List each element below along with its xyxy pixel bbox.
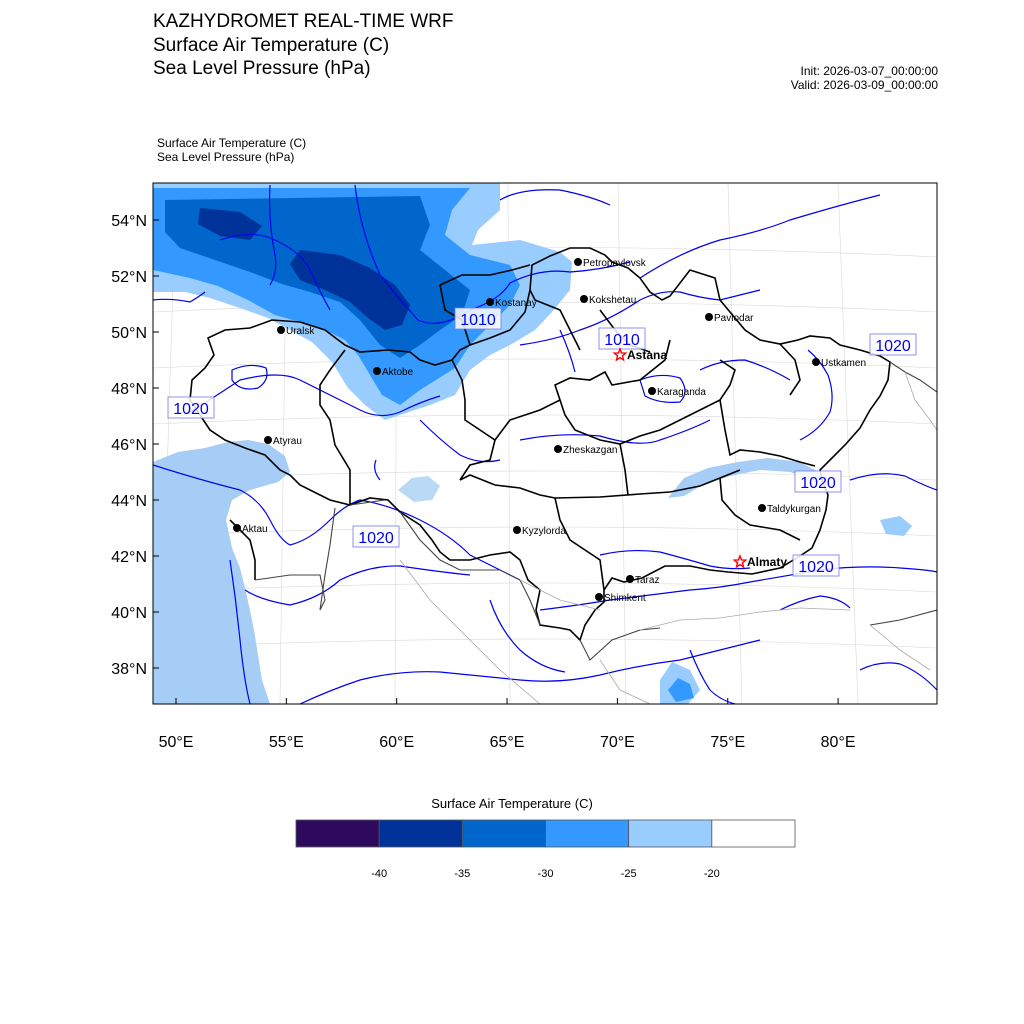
colorbar-swatch <box>296 820 379 847</box>
city-label: Kostanay <box>495 298 537 309</box>
lon-label: 60°E <box>379 734 415 751</box>
isobar-label: 1010 <box>460 312 496 329</box>
main-title: KAZHYDROMET REAL-TIME WRF <box>153 11 454 32</box>
city-label: Taraz <box>635 575 660 586</box>
aral-sea <box>398 476 440 502</box>
colorbar-level-label: -20 <box>703 868 720 880</box>
city-dot-icon <box>574 258 582 266</box>
lon-label: 80°E <box>820 734 856 751</box>
colorbar-level-label: -30 <box>537 868 554 880</box>
capital-star-icon <box>614 349 625 360</box>
lon-label: 65°E <box>489 734 525 751</box>
city-dot-icon <box>648 387 656 395</box>
city-label: Petropavlovsk <box>583 258 646 269</box>
city-dot-icon <box>580 295 588 303</box>
city-label: Uralsk <box>286 326 315 337</box>
map-plot-area <box>153 183 937 704</box>
colorbar-level-label: -40 <box>371 868 388 880</box>
city-dot-icon <box>373 367 381 375</box>
valid-time: Valid: 2026-03-09_00:00:00 <box>790 78 938 92</box>
city-dot-icon <box>626 575 634 583</box>
caspian-sea <box>153 440 290 704</box>
city-label: Pavlodar <box>714 313 754 324</box>
colorbar-title: Surface Air Temperature (C) <box>431 796 593 811</box>
city-label: Aktobe <box>382 367 414 378</box>
lat-label: 42°N <box>111 549 147 566</box>
lat-label: 52°N <box>111 269 147 286</box>
city-dot-icon <box>595 593 603 601</box>
lat-label: 40°N <box>111 605 147 622</box>
other-borders <box>400 372 937 704</box>
colorbar-level-label: -25 <box>620 868 637 880</box>
colorbar-swatch <box>629 820 712 847</box>
city-dot-icon <box>758 504 766 512</box>
colorbar-swatch <box>462 820 545 847</box>
city-label: Karaganda <box>657 387 706 398</box>
lat-label: 38°N <box>111 661 147 678</box>
lon-label: 55°E <box>268 734 304 751</box>
lon-label: 75°E <box>710 734 746 751</box>
city-label: Shimkent <box>604 593 646 604</box>
city-label: Taldykurgan <box>767 504 821 515</box>
latitude-labels <box>111 213 147 678</box>
isobar-label: 1010 <box>604 332 640 349</box>
city-label: Aktau <box>242 524 268 535</box>
isobar-label: 1020 <box>800 475 836 492</box>
title-variable-temperature: Surface Air Temperature (C) <box>153 35 390 56</box>
city-label: Astana <box>627 348 668 362</box>
capital-star-icon <box>734 556 745 567</box>
lat-label: 48°N <box>111 381 147 398</box>
city-label: Zheskazgan <box>563 445 618 456</box>
colorbar-swatch <box>712 820 795 847</box>
city-label: Atyrau <box>273 436 302 447</box>
colorbar-level-label: -35 <box>454 868 471 880</box>
longitude-labels <box>159 734 856 751</box>
cold-patch-e <box>880 516 912 536</box>
lat-label: 46°N <box>111 437 147 454</box>
lat-label: 44°N <box>111 493 147 510</box>
city-dot-icon <box>264 436 272 444</box>
subtitle-temperature: Surface Air Temperature (C) <box>157 136 307 150</box>
isobar-label: 1020 <box>173 401 209 418</box>
city-dot-icon <box>705 313 713 321</box>
isobar-label: 1020 <box>875 338 911 355</box>
colorbar <box>296 820 795 880</box>
lat-label: 54°N <box>111 213 147 230</box>
city-label: Kokshetau <box>589 295 637 306</box>
city-label: Almaty <box>747 555 788 569</box>
city-dot-icon <box>554 445 562 453</box>
city-label: Ustkamen <box>821 358 867 369</box>
lon-label: 50°E <box>158 734 194 751</box>
city-dot-icon <box>233 524 241 532</box>
title-variable-pressure: Sea Level Pressure (hPa) <box>153 58 371 79</box>
init-time: Init: 2026-03-07_00:00:00 <box>800 64 938 78</box>
city-dot-icon <box>812 358 820 366</box>
international-borders <box>255 362 937 660</box>
city-dot-icon <box>277 326 285 334</box>
subtitle-pressure: Sea Level Pressure (hPa) <box>157 150 295 164</box>
city-dot-icon <box>513 526 521 534</box>
isobar-label: 1020 <box>798 559 834 576</box>
city-label: Kyzylorda <box>522 526 566 537</box>
lat-label: 50°N <box>111 325 147 342</box>
city-dot-icon <box>486 298 494 306</box>
isobar-label: 1020 <box>358 530 394 547</box>
colorbar-swatch <box>546 820 629 847</box>
colorbar-swatch <box>379 820 462 847</box>
lon-label: 70°E <box>599 734 635 751</box>
